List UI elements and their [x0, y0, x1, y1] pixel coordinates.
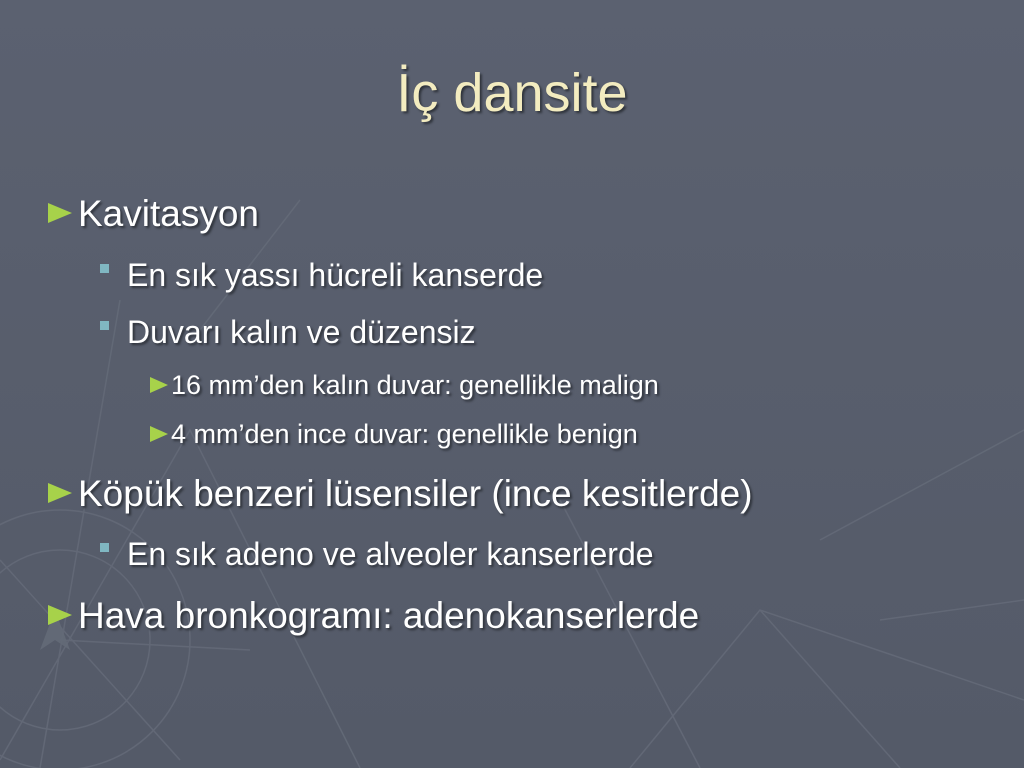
list-item: [48, 192, 259, 236]
triangle-bullet-icon: [48, 483, 72, 503]
list-item: [48, 472, 753, 516]
list-item-text: Duvarı kalın ve düzensiz: [127, 314, 476, 350]
triangle-bullet-icon: [150, 426, 168, 442]
list-item: [100, 534, 654, 574]
list-item-text: En sık yassı hücreli kanserde: [127, 257, 544, 293]
square-bullet-icon: [100, 321, 109, 330]
list-item-text: Hava bronkogramı: adenokanserlerde: [78, 595, 700, 636]
list-item-text: Köpük benzeri lüsensiler (ince kesitlerde): [78, 473, 753, 514]
triangle-bullet-icon: [48, 203, 72, 223]
square-bullet-icon: [100, 264, 109, 273]
square-bullet-icon: [100, 543, 109, 552]
list-item: [100, 255, 543, 295]
list-item: [100, 312, 476, 352]
triangle-bullet-icon: [150, 377, 168, 393]
list-item: [48, 594, 699, 638]
list-item: [150, 417, 638, 451]
list-item-text: 4 mm’den ince duvar: genellikle benign: [171, 419, 638, 449]
list-item-text: Kavitasyon: [78, 193, 259, 234]
list-item-text: 16 mm’den kalın duvar: genellikle malign: [171, 370, 659, 400]
list-item-text: En sık adeno ve alveoler kanserlerde: [127, 536, 654, 572]
triangle-bullet-icon: [48, 605, 72, 625]
slide-title: İç dansite: [396, 63, 628, 123]
list-item: [150, 368, 659, 402]
